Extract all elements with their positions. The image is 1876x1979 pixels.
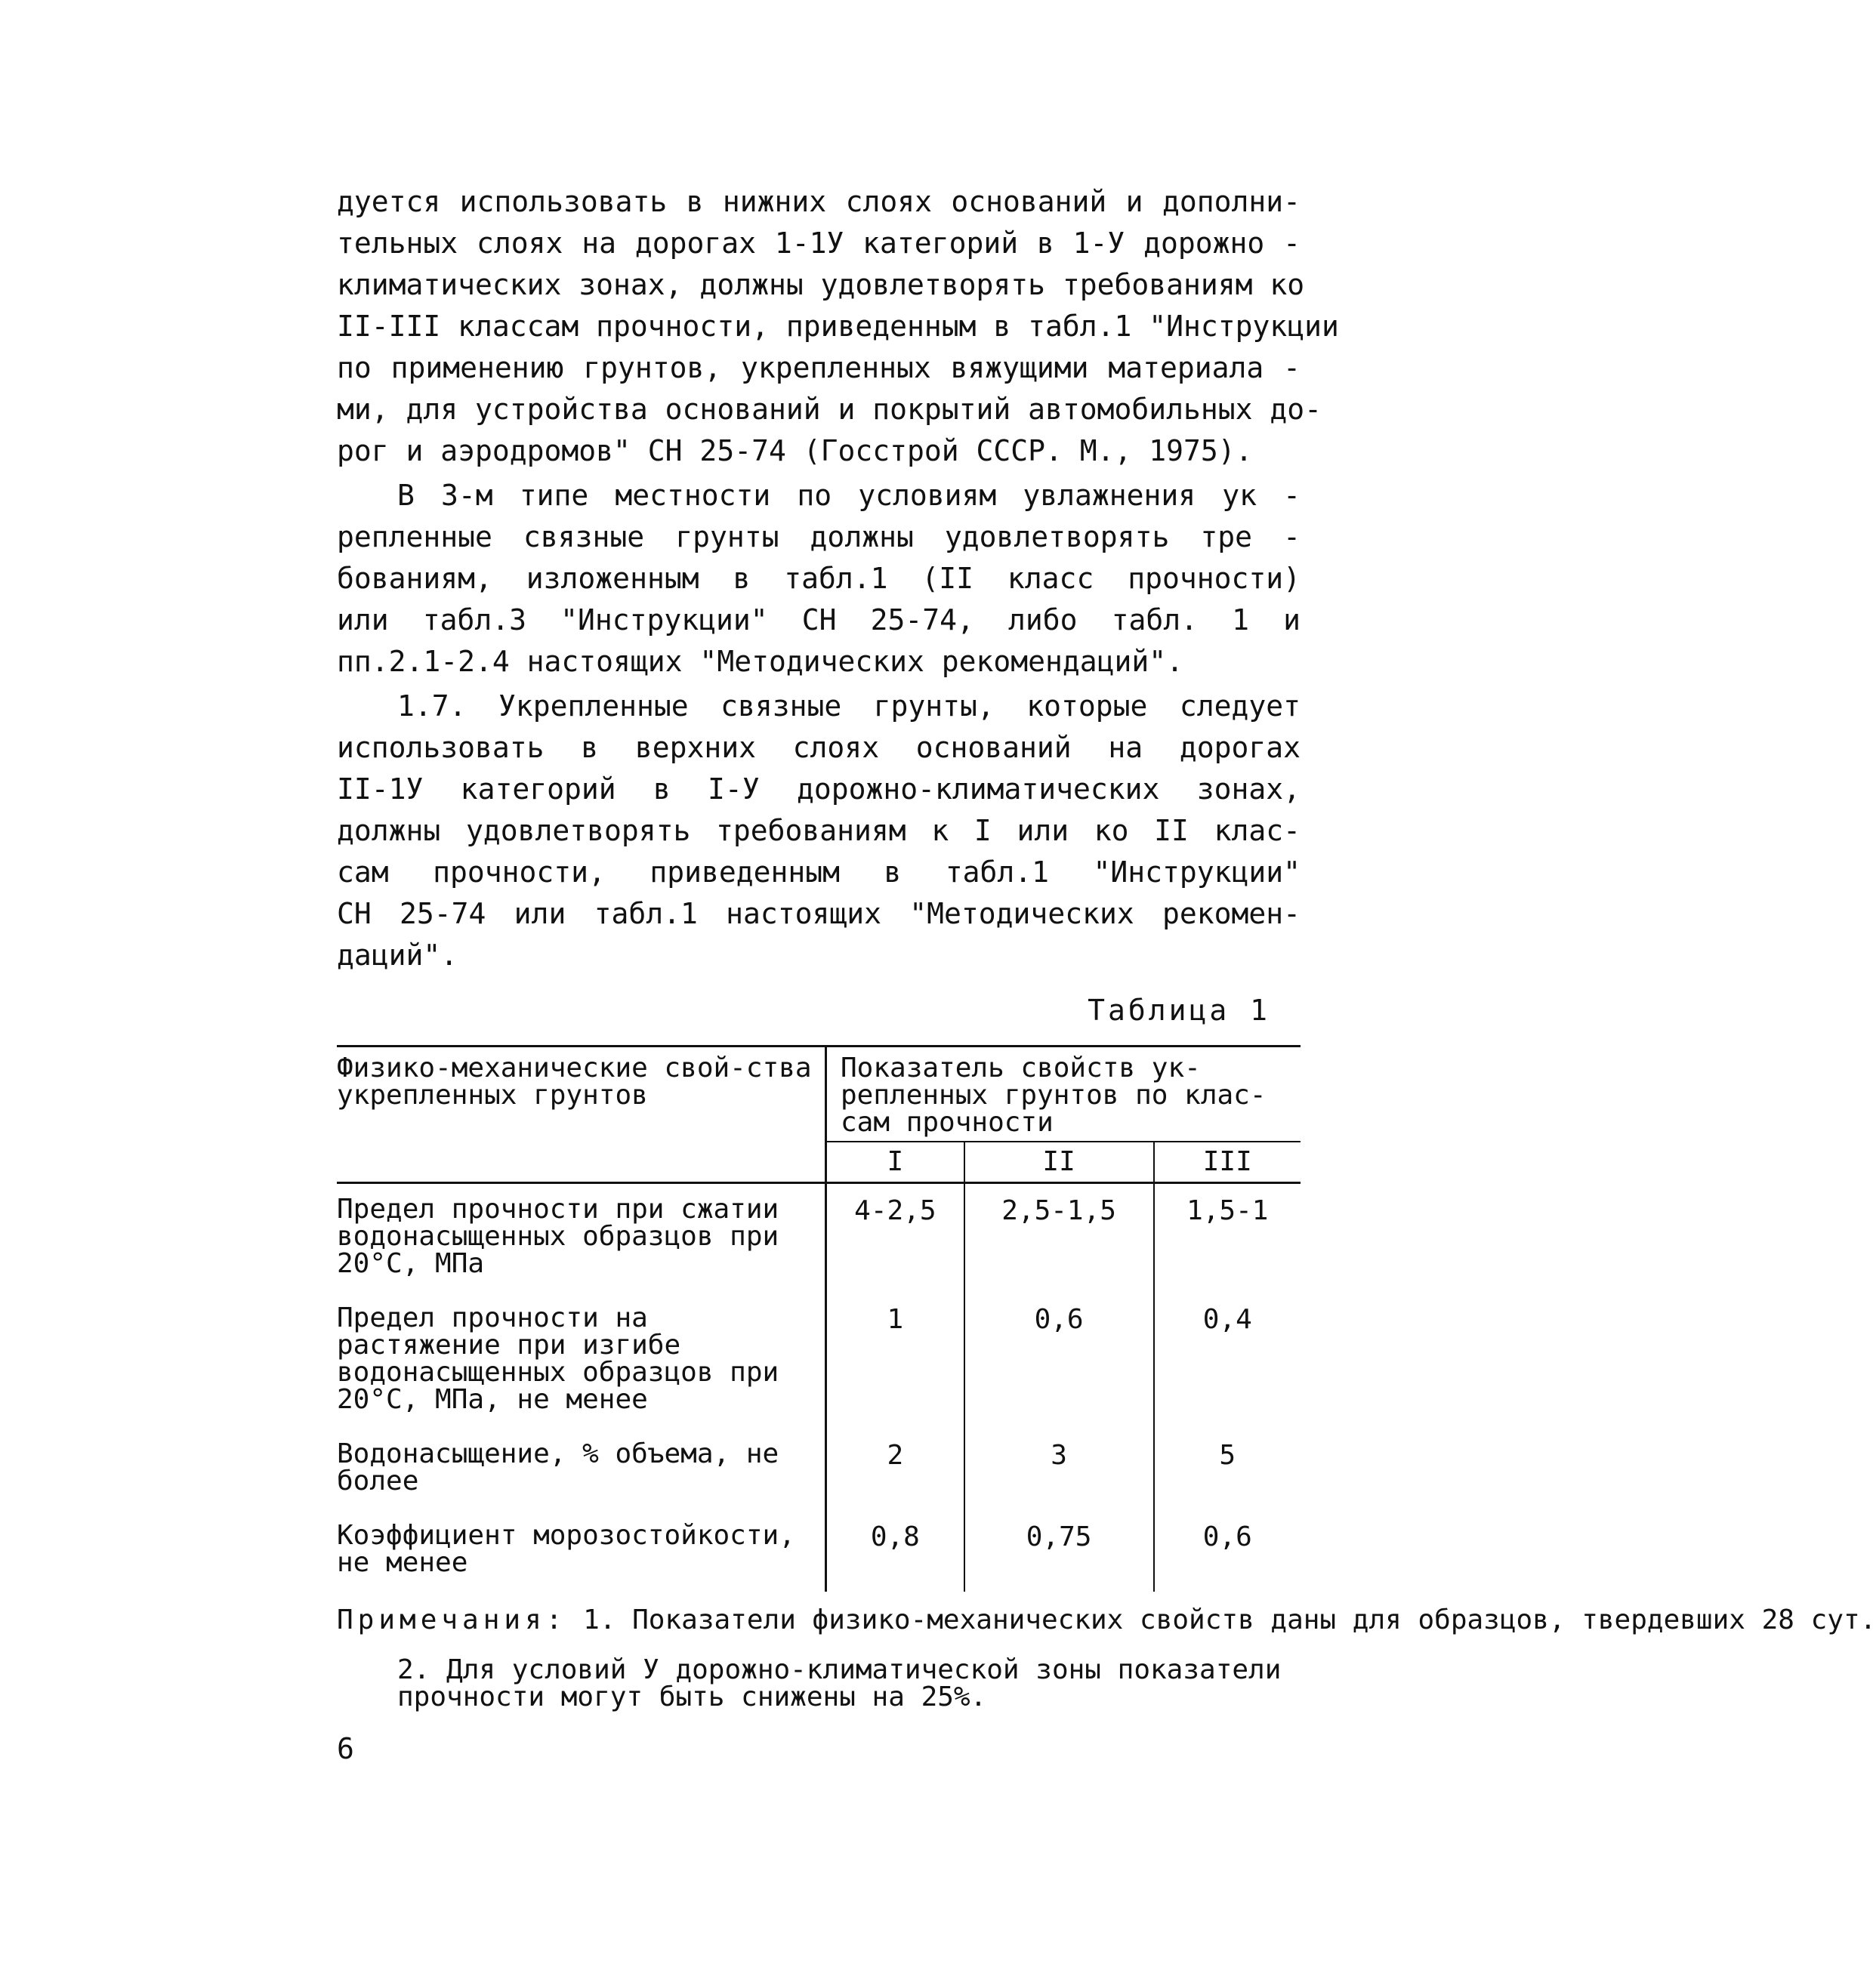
cell-value: 2 [826,1429,964,1510]
cell-value: 0,4 [1202,1304,1252,1335]
text-line: использовать в верхних слоях оснований на дорогах [337,731,1301,764]
text-line: II-1У категорий в I-У дорожно-климатических зонах, [337,772,1301,806]
table-row [337,1293,1301,1429]
note-1 [337,1604,1876,1635]
body-text [337,181,1339,976]
table-notes [337,1604,1876,1712]
notes-label: Примечания: [337,1604,567,1635]
paragraph [337,181,1339,472]
row-name: Предел прочности при сжатии водонасыщенных образцов при 20°С, МПа [337,1183,826,1293]
paragraph [337,475,1301,683]
text-line: СН 25-74 или табл.1 настоящих "Методических рекомен- [337,897,1301,930]
text-line: тельных слоях на дорогах 1-1У категорий в 1-У дорожно - [337,227,1301,260]
text-line: II-III классам прочности, приведенным в табл.1 "Инструкции [337,310,1339,343]
cell-value: 2,5-1,5 [964,1183,1154,1293]
text-line: или табл.3 "Инструкции" СН 25-74, либо табл. 1 и [337,603,1301,637]
text-line: даций". [337,939,458,972]
cell-value: 1 [826,1293,964,1429]
cell-value: 0,6 [1202,1521,1252,1552]
text-line: 1.7. Укрепленные связные грунты, которые следует [397,689,1301,723]
paragraph [337,686,1301,976]
page [337,181,1876,1765]
text-line: дуется использовать в нижних слоях оснований и дополни- [337,185,1301,218]
text-line: должны удовлетворять требованиям к I или ко II клас- [337,814,1301,847]
table-caption: Таблица 1 [1088,994,1270,1027]
header-property: Физико-механические свой-ства укрепленных грунтов [337,1047,826,1183]
text-line: климатических зонах, должны удовлетворять требованиям ко [337,268,1305,301]
properties-table [337,1045,1301,1592]
table-row [337,1510,1301,1592]
row-name: Водонасыщение, % объема, не более [337,1429,826,1510]
text-line: В 3-м типе местности по условиям увлажнения ук - [397,479,1301,512]
cell-value: 1,5-1 [1186,1195,1269,1226]
text-line: репленные связные грунты должны удовлетворять тре - [337,520,1301,553]
cell-value: 4-2,5 [826,1183,964,1293]
cell-value: 3 [964,1429,1154,1510]
note-1-text: 1. Показатели физико-механических свойств даны для образцов, твердевших 28 сут. [583,1604,1876,1635]
text-line: бованиям, изложенным в табл.1 (II класс прочности) [337,562,1301,595]
cell-value: 0,75 [964,1510,1154,1592]
text-line: по применению грунтов, укрепленных вяжущими материала - [337,351,1301,384]
note-2: 2. Для условий У дорожно-климатической зоны показатели прочности могут быть снижены на 25%. [397,1654,1282,1712]
cell-value: 0,8 [826,1510,964,1592]
header-class-3: III [1154,1142,1301,1183]
row-name: Предел прочности на растяжение при изгибе водонасыщенных образцов при 20°С, МПа, не менее [337,1293,826,1429]
table-row [337,1429,1301,1510]
cell-value: 5 [1219,1440,1236,1471]
text-line: рог и аэродромов" СН 25-74 (Госстрой СССР. М., 1975). [337,434,1253,467]
table-row [337,1183,1301,1293]
header-class-2: II [964,1142,1154,1183]
cell-value: 0,6 [964,1293,1154,1429]
header-group: Показатель свойств ук-репленных грунтов по клас-сам прочности [826,1047,1301,1142]
text-line: ми, для устройства оснований и покрытий автомобильных до- [337,393,1322,426]
text-line: пп.2.1-2.4 настоящих "Методических рекомендаций". [337,645,1184,678]
text-line: сам прочности, приведенным в табл.1 "Инструкции" [337,855,1301,889]
row-name: Коэффициент морозостойкости, не менее [337,1510,826,1592]
page-number: 6 [337,1732,354,1765]
header-class-1: I [826,1142,964,1183]
